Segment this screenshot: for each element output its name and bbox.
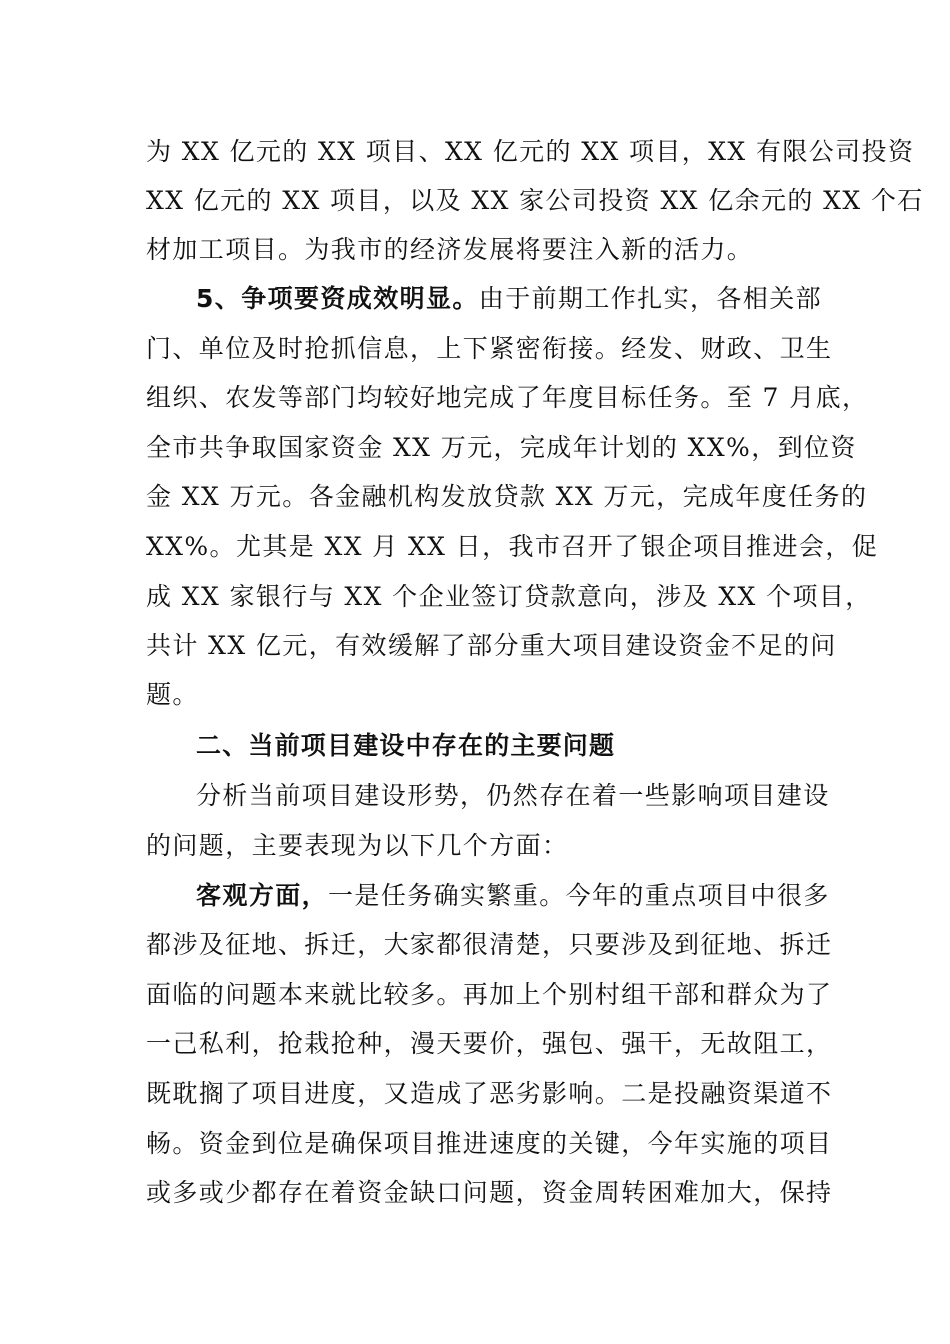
text-line: XX%。尤其是 XX 月 XX 日，我市召开了银企项目推进会，促 [146,532,879,561]
text-line: 门、单位及时抢抓信息，上下紧密衔接。经发、财政、卫生 [146,334,833,363]
text-line: 金 XX 万元。各金融机构发放贷款 XX 万元，完成年度任务的 [146,482,868,511]
text-line: 一己私利，抢栽抢种，漫天要价，强包、强干，无故阻工， [146,1029,833,1058]
text-line: 题。 [146,680,199,709]
text-line: 既耽搁了项目进度，又造成了恶劣影响。二是投融资渠道不 [146,1079,833,1108]
paragraph-lead-heading: 5、争项要资成效明显。 [196,284,479,313]
section-heading: 二、当前项目建设中存在的主要问题 [196,731,616,760]
paragraph-text: 一是任务确实繁重。今年的重点项目中很多 [328,881,830,910]
paragraph-first-line: 分析当前项目建设形势，仍然存在着一些影响项目建设 [196,781,830,810]
text-line: 面临的问题本来就比较多。再加上个别村组干部和群众为了 [146,980,833,1009]
paragraph-first-line [196,871,830,921]
paragraph-first-line [196,274,822,324]
text-line: 畅。资金到位是确保项目推进速度的关键，今年实施的项目 [146,1129,833,1158]
text-line: 全市共争取国家资金 XX 万元，完成年计划的 XX%，到位资 [146,433,857,462]
text-line: 或多或少都存在着资金缺口问题，资金周转困难加大，保持 [146,1178,833,1207]
text-line: 都涉及征地、拆迁，大家都很清楚，只要涉及到征地、拆迁 [146,930,833,959]
paragraph-lead-heading: 客观方面， [196,881,329,910]
text-line: 为 XX 亿元的 XX 项目、XX 亿元的 XX 项目，XX 有限公司投资 [146,137,915,166]
text-line: XX 亿元的 XX 项目，以及 XX 家公司投资 XX 亿余元的 XX 个石 [146,186,924,215]
text-line: 组织、农发等部门均较好地完成了年度目标任务。至 7 月底， [146,383,869,412]
text-line: 的问题，主要表现为以下几个方面： [146,831,569,860]
text-line: 成 XX 家银行与 XX 个企业签订贷款意向，涉及 XX 个项目， [146,582,872,611]
text-line: 共计 XX 亿元，有效缓解了部分重大项目建设资金不足的问 [146,631,837,660]
text-line: 材加工项目。为我市的经济发展将要注入新的活力。 [146,235,754,264]
paragraph-text: 由于前期工作扎实，各相关部 [478,284,822,313]
